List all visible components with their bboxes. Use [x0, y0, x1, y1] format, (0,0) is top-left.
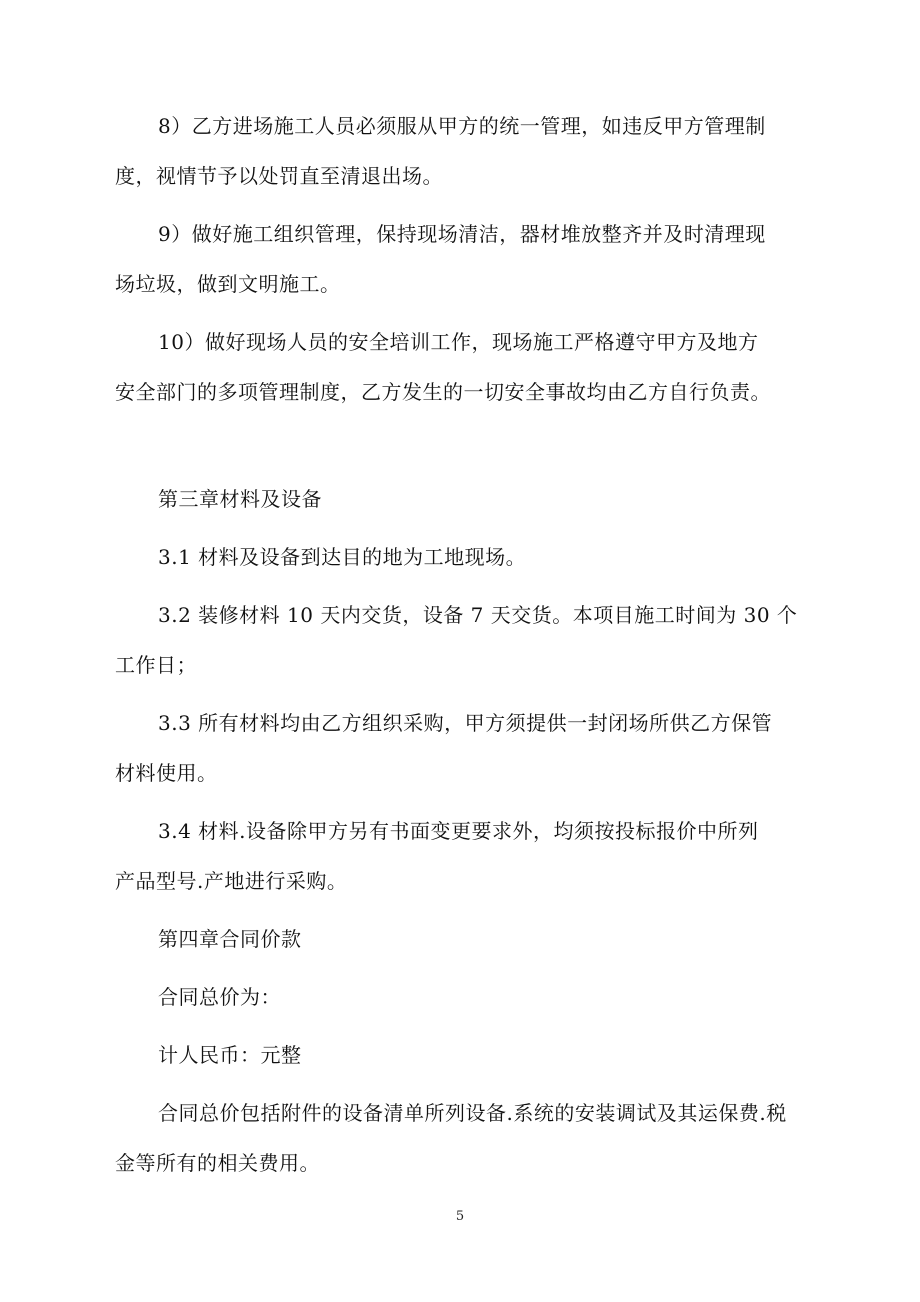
clause-3-4-line-2: 产品型号.产地进行采购。 — [115, 869, 348, 893]
paragraph-10-line-2: 安全部门的多项管理制度，乙方发生的一切安全事故均由乙方自行负责。 — [115, 380, 771, 404]
clause-3-2-line-2: 工作日； — [115, 653, 197, 677]
clause-3-2-line-1: 3.2 装修材料 10 天内交货，设备 7 天交货。本项目施工时间为 30 个 — [158, 603, 798, 627]
paragraph-10-line-1: 10）做好现场人员的安全培训工作，现场施工严格遵守甲方及地方 — [158, 330, 759, 354]
paragraph-8-line-1: 8）乙方进场施工人员必须服从甲方的统一管理，如违反甲方管理制 — [158, 114, 766, 138]
chapter-4-heading: 第四章合同价款 — [158, 927, 302, 951]
contract-scope-line-1: 合同总价包括附件的设备清单所列设备.系统的安装调试及其运保费.税 — [158, 1101, 787, 1125]
page-number: 5 — [455, 1209, 465, 1224]
chapter-3-heading: 第三章材料及设备 — [158, 487, 322, 511]
clause-3-3-line-2: 材料使用。 — [115, 761, 218, 785]
paragraph-9-line-1: 9）做好施工组织管理，保持现场清洁，器材堆放整齐并及时清理现 — [158, 222, 766, 246]
paragraph-8-line-2: 度，视情节予以处罚直至清退出场。 — [115, 164, 443, 188]
contract-scope-line-2: 金等所有的相关费用。 — [115, 1151, 320, 1175]
clause-3-4-line-1: 3.4 材料.设备除甲方另有书面变更要求外，均须按投标报价中所列 — [158, 819, 759, 843]
clause-3-1: 3.1 材料及设备到达目的地为工地现场。 — [158, 545, 527, 569]
clause-3-3-line-1: 3.3 所有材料均由乙方组织采购，甲方须提供一封闭场所供乙方保管 — [158, 711, 773, 735]
paragraph-9-line-2: 场垃圾，做到文明施工。 — [115, 272, 341, 296]
contract-total-label: 合同总价为： — [158, 985, 281, 1009]
rmb-amount-line: 计人民币：元整 — [158, 1043, 302, 1067]
